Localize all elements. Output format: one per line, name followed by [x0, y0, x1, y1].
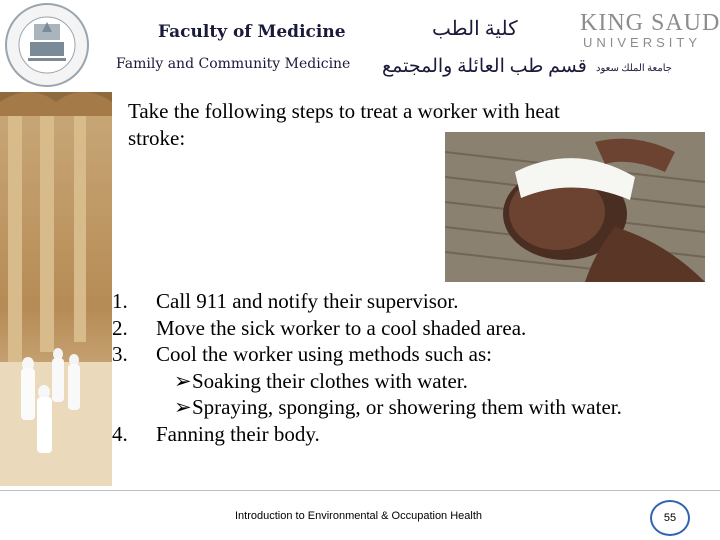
list-item-number: 3.	[112, 342, 128, 366]
sub-list-item-text: Soaking their clothes with water.	[192, 368, 468, 393]
ksu-logo-line1: KING SAUD	[580, 10, 720, 36]
intro-text: Take the following steps to treat a worker with heat stroke:	[128, 99, 560, 150]
steps-list	[112, 288, 712, 447]
sub-list-item	[112, 394, 712, 421]
ksu-logo	[580, 10, 720, 52]
sub-list-item-text: Spraying, sponging, or showering them with water.	[192, 395, 622, 419]
slide-header	[0, 0, 720, 92]
list-item-text: Fanning their body.	[156, 421, 320, 446]
university-name-ar: جامعة الملك سعود	[596, 63, 672, 74]
sub-list-item	[112, 368, 712, 395]
faculty-title-en: Faculty of Medicine	[158, 22, 346, 42]
heat-stroke-photo	[445, 132, 705, 282]
list-item	[112, 288, 712, 315]
arrow-bullet-icon: ➢	[174, 395, 192, 419]
department-title-en: Family and Community Medicine	[116, 56, 351, 72]
campus-photo	[0, 92, 112, 486]
faculty-title-ar: كلية الطب	[432, 18, 518, 40]
footer-divider	[0, 490, 720, 491]
department-title-ar: قسم طب العائلة والمجتمع	[382, 56, 587, 77]
list-item-text: Call 911 and notify their supervisor.	[156, 289, 459, 313]
university-seal-icon	[4, 2, 90, 88]
footer-text: Introduction to Environmental & Occupation Health	[235, 510, 483, 522]
list-item-number: 2.	[112, 315, 128, 340]
list-item-number: 1.	[112, 289, 128, 313]
list-item	[112, 421, 712, 448]
list-item-number: 4.	[112, 421, 128, 446]
arrow-bullet-icon: ➢	[174, 368, 192, 393]
list-item	[112, 341, 712, 368]
list-item-text: Move the sick worker to a cool shaded area.	[156, 315, 527, 340]
ksu-logo-line2: UNIVERSITY	[583, 35, 702, 50]
list-item-text: Cool the worker using methods such as:	[156, 342, 492, 366]
list-item	[112, 315, 712, 342]
page-number-badge: 55	[650, 500, 690, 536]
